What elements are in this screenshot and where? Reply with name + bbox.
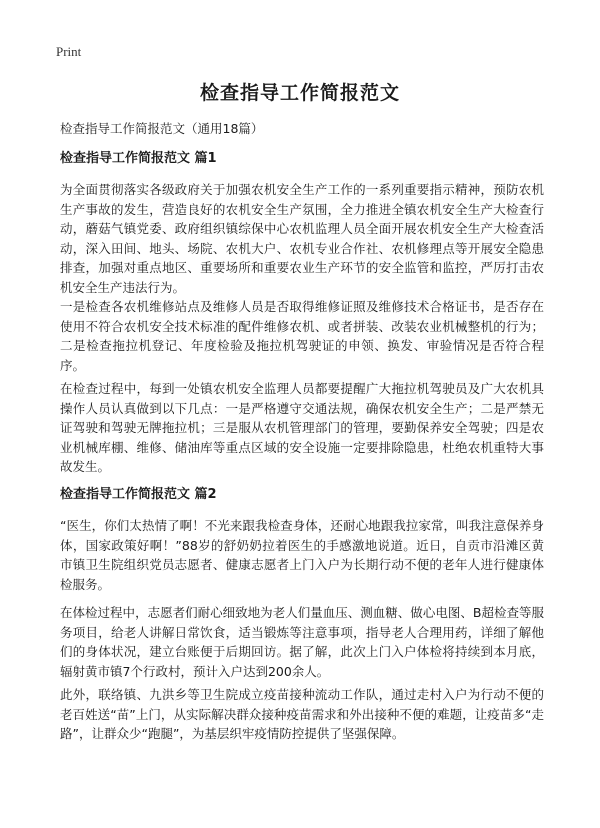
section-2-paragraph-3: 此外，联络镇、九洪乡等卫生院成立疫苗接种流动工作队，通过走村入户为行动不便的老百姓送“苗”上门，从实际解决群众接种疫苗需求和外出接种不便的难题，让疫苗多“走路”，让群众少“跑腿”，为基层织牢疫情防控提供了坚强保障。 bbox=[60, 687, 544, 741]
document-subtitle: 检查指导工作简报范文（通用18篇） bbox=[60, 121, 264, 136]
section-2-paragraph-1: “医生，你们太热情了啊！不光来跟我检查身体，还耐心地跟我拉家常，叫我注意保养身体，国家政策好啊！”88岁的舒奶奶拉着医生的手感激地说道。近日，自贡市沿滩区黄市镇卫生院组织党员志愿者、健康志愿者上门入户为长期行动不便的老年人进行健康体检服务。 bbox=[60, 518, 544, 592]
section-1-paragraph-1: 为全面贯彻落实各级政府关于加强农机安全生产工作的一系列重要指示精神，预防农机生产事故的发生，营造良好的农机安全生产氛围，全力推进全镇农机安全生产大检查行动，蘑菇气镇党委、政府组织镇综保中心农机监理人员全面开展农机安全生产大检查活动，深入田间、地头、场院、农机大户、农机专业合作社、农机修理点等开展安全隐患排查，加强对重点地区、重要场所和重要农业生产环节的安全监管和监控，严厉打击农机安全生产违法行为。 bbox=[60, 182, 544, 295]
print-link[interactable]: Print bbox=[56, 44, 82, 59]
section-2-paragraph-2: 在体检过程中，志愿者们耐心细致地为老人们量血压、测血糖、做心电图、B超检查等服务项目，给老人讲解日常饮食，适当锻炼等注意事项，指导老人合理用药，详细了解他们的身体状况，建立台账便于后期回访。据了解，此次上门入户体检将持续到本月底，辐射黄市镇7个行政村，预计入户达到200余人。 bbox=[60, 605, 544, 679]
section-1-paragraph-2: 一是检查各农机维修站点及维修人员是否取得维修证照及维修技术合格证书，是否存在使用不符合农机安全技术标准的配件维修农机、或者拼装、改装农业机械整机的行为；二是检查拖拉机登记、年度检验及拖拉机驾驶证的申领、换发、审验情况是否符合程序。 bbox=[60, 299, 544, 373]
section-1-heading: 检查指导工作简报范文 篇1 bbox=[60, 151, 217, 166]
document-title: 检查指导工作简报范文 bbox=[199, 82, 400, 104]
section-1-paragraph-3: 在检查过程中，每到一处镇农机安全监理人员都要提醒广大拖拉机驾驶员及广大农机具操作人员认真做到以下几点：一是严格遵守交通法规，确保农机安全生产；二是严禁无证驾驶和驾驶无牌拖拉机；三是服从农机管理部门的管理，要勤保养安全驾驶；四是农业机械库棚、维修、储油库等重点区域的安全设施一定要排除隐患，杜绝农机重特大事故发生。 bbox=[60, 381, 544, 474]
section-2-heading: 检查指导工作简报范文 篇2 bbox=[60, 487, 217, 502]
